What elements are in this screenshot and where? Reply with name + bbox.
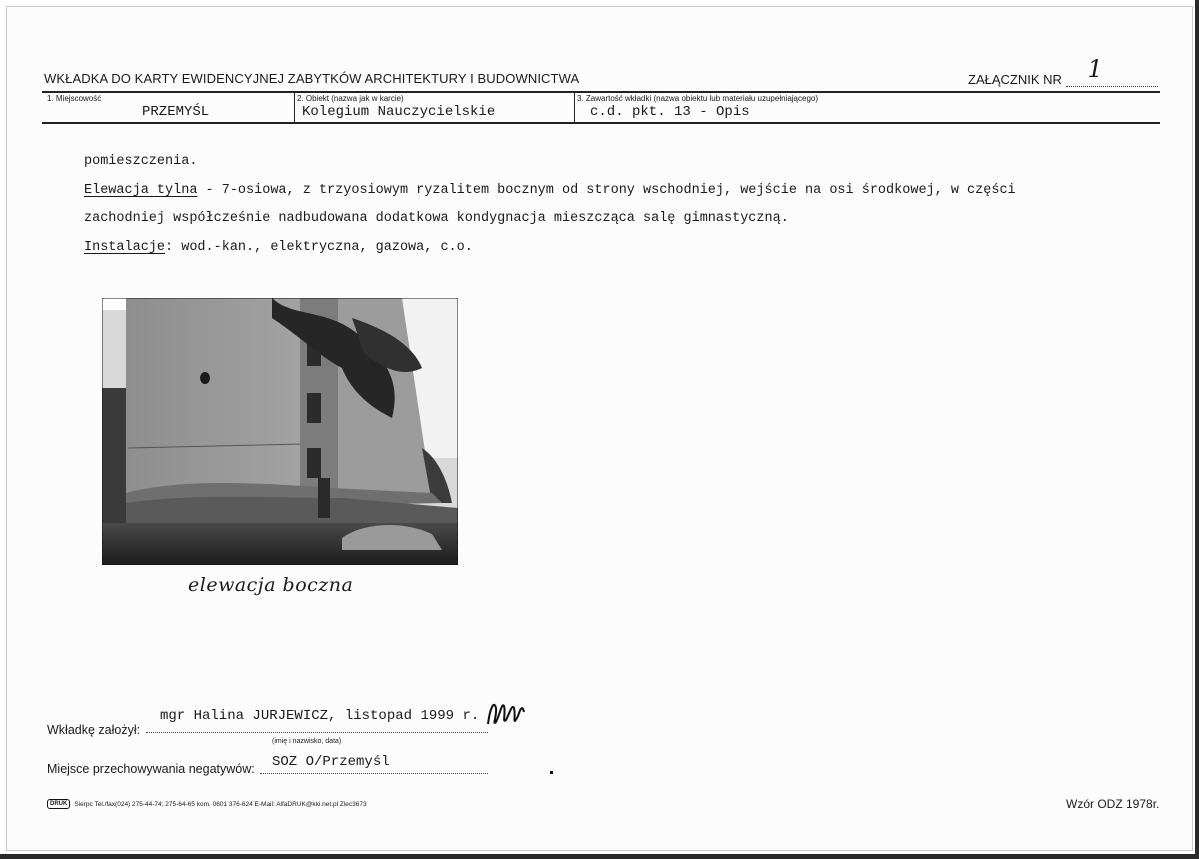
description-line-1: pomieszczenia.: [84, 154, 198, 169]
annex-number: 1: [1087, 55, 1103, 83]
negatives-field: [260, 756, 488, 774]
printer-imprint: [47, 799, 367, 809]
photo-caption: elewacja boczna: [188, 574, 354, 596]
object-label: 2. Obiekt (nazwa jak w karcie): [297, 94, 404, 103]
locality-label: 1. Miejscowość: [47, 94, 102, 103]
field-divider-2: [574, 93, 575, 122]
negatives-value: SOZ O/Przemyśl: [272, 754, 390, 770]
printer-logo: DRUK: [47, 799, 70, 809]
installations-heading: Instalacje: [84, 239, 166, 255]
form-model: Wzór ODZ 1978r.: [1066, 797, 1160, 811]
scan-edge-bottom: [0, 854, 1199, 859]
form-title: WKŁADKA DO KARTY EWIDENCYJNEJ ZABYTKÓW ARCHITEKTURY I BUDOWNICTWA: [44, 71, 580, 86]
printer-info: Sierpc Tel./fax(024) 275-44-74; 275-64-65 kom. 0601 376-624 E-Mail: AlfaDRUK@kki.net.pl Zlec3673: [74, 800, 367, 808]
signature-mark: [482, 694, 530, 736]
building-photo: [102, 298, 458, 565]
content-value: c.d. pkt. 13 - Opis: [590, 104, 750, 120]
founder-label: Wkładkę założył:: [47, 723, 141, 737]
content-label: 3. Zawartość wkładki (nazwa obiektu lub materiału uzupełniającego): [577, 94, 819, 103]
founder-signature: [482, 694, 530, 743]
object-value: Kolegium Nauczycielskie: [302, 104, 496, 120]
header-rule-top: [42, 91, 1160, 93]
field-divider-1: [294, 93, 295, 122]
founder-value: mgr Halina JURJEWICZ, listopad 1999 r.: [160, 708, 480, 724]
annex-label: ZAŁĄCZNIK NR: [968, 72, 1062, 87]
rear-elevation-heading: Elewacja tylna: [84, 182, 198, 198]
scan-edge-right: [1195, 0, 1199, 859]
stray-dot: [550, 771, 553, 774]
description-text: [84, 148, 1144, 262]
founder-sublabel: (imię i nazwisko, data): [272, 738, 342, 745]
founder-field: [146, 708, 488, 733]
negatives-label: Miejsce przechowywania negatywów:: [47, 762, 255, 776]
photo-image: [102, 298, 458, 565]
header-rule-bottom: [42, 122, 1160, 124]
description-line-4: Instalacje: wod.-kan., elektryczna, gazowa, c.o.: [84, 239, 473, 255]
annex-number-field: [968, 55, 1158, 87]
locality-value: PRZEMYŚL: [142, 104, 210, 120]
description-line-3: zachodniej współcześnie nadbudowana dodatkowa kondygnacja mieszcząca salę gimnastyczną.: [84, 211, 789, 226]
description-line-2: Elewacja tylna - 7-osiowa, z trzyosiowym ryzalitem bocznym od strony wschodniej, wejście na osi środkowej, w części: [84, 182, 1016, 198]
